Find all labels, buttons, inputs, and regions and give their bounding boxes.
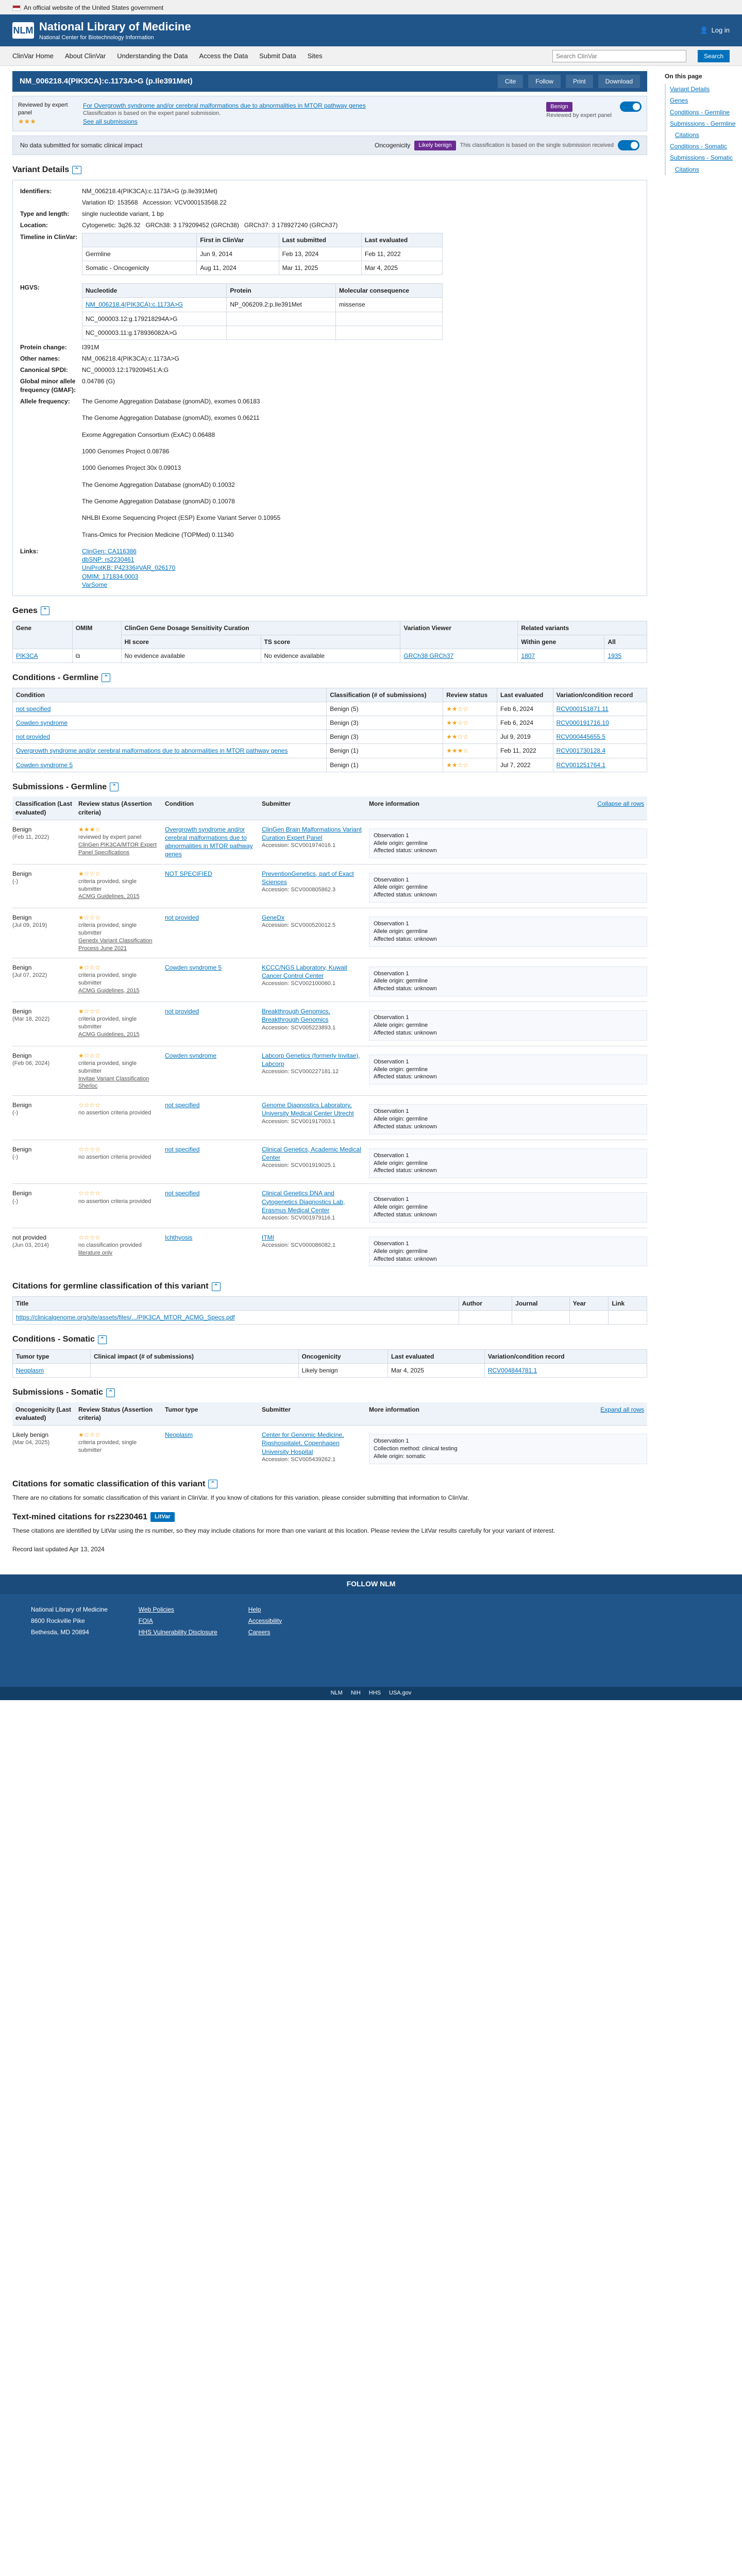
us-flag-icon [12, 5, 21, 11]
nav-access[interactable]: Access the Data [199, 52, 248, 60]
somatic-toggle[interactable] [618, 140, 639, 150]
citations-germline-heading[interactable]: Citations for germline classification of this variant ⌃ [12, 1281, 647, 1292]
nav-understanding[interactable]: Understanding the Data [117, 52, 188, 60]
footer-hhs-link[interactable]: HHS [368, 1690, 381, 1697]
sidebar-item-citations[interactable]: Citations [665, 129, 737, 141]
link-uniprot[interactable]: UniProtKB: P42336#VAR_026170 [82, 564, 176, 572]
follow-nlm[interactable]: FOLLOW NLM [0, 1574, 742, 1594]
nav-sites[interactable]: Sites [307, 52, 323, 60]
variant-details-box: Identifiers: NM_006218.4(PIK3CA):c.1173A>G (p.Ile391Met) Variation ID: 153568 Accession: VCV000153568.22 Type and length: single nucleotide variant, 1 bp Location: Cytogenetic: 3q26.32 GRCh38: 3 179209452 (GRCh38) GRCh37: 3 178927240 (GRCh37) Timeline in ClinVar: First in ClinVar Last submitted Last evaluated Germline Jun 9, 2014 Feb 13, 2024 Feb 11, 2022 Somatic - Oncogenicity Aug 11, 2024 Mar 11, 2025 Mar 4, 2025 HGVS: Nucleotide Protein Molecular consequence NM_006218.4(PIK3CA):c.1173A>G NP_006209.2:p.Ile391Met missense NC_000003.12:g.179218294A>G NC_000003.11:g.178936082A>G Protein change: I391M Other names: NM_006218.4(PIK3CA):c.1173A>G Canonical SPDI: NC_000003.12:179209451:A:G Global minor allele frequency (GMAF): 0.04786 (G) Allele frequency: The Genome Aggregation Database (gnomAD), exomes 0.06183 The Genome Aggregation Database (gnomAD), exomes 0.06211 Exome Aggregation Consortium (ExAC) 0.06488 1000 Genomes Project 0.08786 1000 Genomes Project 30x 0.09013 The Genome Aggregation Database (gnomAD) 0.10032 The Genome Aggregation Database (gnomAD) 0.10078 NHLBI Exome Sequencing Project (ESP) Exome Variant Server 0.10955 Trans-Omics for Precision Medicine (TOPMed) 0.11340 Links: ClinGen: CA116386 dbSNP: rs2230461 UniProtKB: P42336#VAR_026170 OMIM: 171834.0003 VarSome [12, 180, 647, 596]
table-row: Benign (Jul 07, 2022) ★☆☆☆ criteria provided, single submitter ACMG Guidelines, 2015 Cowden syndrome 5 KCCC/NGS Laboratory, Kuwait Cancer Control Center Accession: SCV002100060.1 Observation 1 Allele origin: germline Affected status: unknown [12, 958, 647, 1002]
review-summary: Reviewed by expert panel ★★★ [18, 101, 75, 126]
nav-about[interactable]: About ClinVar [64, 52, 106, 60]
footer-nlm[interactable]: NLM [330, 1690, 343, 1697]
genes-table: Gene OMIM ClinGen Gene Dosage Sensitivity Curation Variation Viewer Related variants HI score TS score Within gene All PIK3CA ⧉ No evidence available No evidence available GRCh38 GRCh37 1807 1935 [12, 621, 647, 664]
somatic-bar: No data submitted for somatic clinical impact Oncogenicity Likely benign This classification is based on the single submission received [12, 135, 647, 155]
search-input[interactable] [552, 50, 686, 62]
sidebar-item-genes[interactable]: Genes [665, 95, 737, 106]
sidebar-item-conditions-somatic[interactable]: Conditions - Somatic [665, 141, 737, 152]
hgvs-table: Nucleotide Protein Molecular consequence NM_006218.4(PIK3CA):c.1173A>G NP_006209.2:p.Ile391Met missense NC_000003.12:g.179218294A>G NC_000003.11:g.178936082A>G [82, 283, 443, 340]
cite-button[interactable]: Cite [498, 75, 523, 88]
chevron-up-icon: ⌃ [41, 606, 49, 615]
conditions-germline-heading[interactable]: Conditions - Germline ⌃ [12, 672, 647, 684]
table-row: Benign (-) ★☆☆☆ criteria provided, single submitter ACMG Guidelines, 2015 NOT SPECIFIED PreventionGenetics, part of Exact Sciences Accession: SCV000805862.3 Observation 1 Allele origin: germline Affected status: unknown [12, 864, 647, 908]
variant-title: NM_006218.4(PIK3CA):c.1173A>G (p.Ile391Met) [20, 76, 193, 86]
citations-somatic-heading[interactable]: Citations for somatic classification of this variant ⌃ [12, 1479, 647, 1490]
sidebar-item-submissions-somatic[interactable]: Submissions - Somatic [665, 152, 737, 163]
chevron-up-icon: ⌃ [110, 783, 119, 791]
conditions-germline-table: Condition Classification (# of submissions) Review status Last evaluated Variation/condition record not specified Benign (5) ★★☆☆ Feb 6, 2024 RCV000151871.11 Cowden syndrome Benign (3) ★★☆☆ Feb 6, 2024 RCV000191716.10 not provided Benign (3) ★★☆☆ Jul 9, 2019 RCV000445655.5 Overgrowth syndrome and/or cerebral malformations due to abnormalities in MTOR pathway genes Benign (1) ★★★☆ Feb 11, 2022 RCV001730128.4 Cowden syndrome 5 Benign (1) ★★☆☆ Jul 7, 2022 RCV001251764.1 [12, 688, 647, 772]
germline-submissions [12, 820, 647, 1272]
table-row: Benign (Feb 11, 2022) ★★★☆ reviewed by expert panel ClinGen PIK3CA/MTOR Expert Panel Specifications Overgrowth syndrome and/or cerebral malformations due to abnormalities in MTOR pathway genes ClinGen Brain Malformations Variant Curation Expert Panel Accession: SCV001974016.1 Observation 1 Allele origin: germline Affected status: unknown [12, 820, 647, 864]
link-clingen[interactable]: ClinGen: CA116386 [82, 548, 137, 555]
expand-all-rows[interactable]: Expand all rows [600, 1405, 644, 1413]
table-row: Benign (-) ☆☆☆☆ no assertion criteria provided not specified Genome Diagnostics Laboratory, University Medical Center Utrecht Accession: SCV001917003.1 Observation 1 Allele origin: germline Affected status: unknown [12, 1095, 647, 1140]
nlm-header [0, 14, 742, 46]
footer-help[interactable]: Help [248, 1605, 261, 1613]
footer-accessibility[interactable]: Accessibility [248, 1617, 282, 1624]
germline-toggle[interactable] [620, 101, 642, 112]
table-row: Benign (Jul 09, 2019) ★☆☆☆ criteria provided, single submitter Genedx Variant Classification Process June 2021 not provided GeneDx Accession: SCV000520012.5 Observation 1 Allele origin: germline Affected status: unknown [12, 908, 647, 958]
footer-foia[interactable]: FOIA [138, 1617, 153, 1624]
litvar-badge[interactable]: LitVar [150, 1512, 175, 1522]
nlm-subtitle: National Center for Biotechnology Information [39, 35, 154, 41]
chevron-up-icon: ⌃ [98, 1335, 107, 1344]
login-button[interactable]: 👤 Log in [700, 26, 730, 35]
sidebar-item-variant-details[interactable]: Variant Details [665, 83, 737, 95]
footer-web-policies[interactable]: Web Policies [138, 1605, 174, 1613]
genes-heading[interactable]: Genes ⌃ [12, 605, 647, 617]
footer-nih[interactable]: NIH [350, 1690, 361, 1697]
footer: National Library of Medicine 8600 Rockville Pike Bethesda, MD 20894 Web Policies FOIA HHS Vulnerability Disclosure Help Accessibility Careers [0, 1594, 742, 1687]
print-button[interactable]: Print [566, 75, 593, 88]
clinvar-nav [0, 46, 742, 66]
footer-hhs[interactable]: HHS Vulnerability Disclosure [138, 1628, 217, 1636]
chevron-up-icon: ⌃ [208, 1480, 217, 1488]
review-stars: ★★★ [18, 117, 36, 125]
summary-condition: For Overgrowth syndrome and/or cerebral malformations due to abnormalities in MTOR pathway genes Classification is based on the expert panel submission. See all submissions [83, 101, 538, 126]
footer-careers[interactable]: Careers [248, 1628, 271, 1636]
nlm-logo[interactable] [12, 19, 191, 42]
sidebar-item-citations-somatic[interactable]: Citations [665, 164, 737, 175]
chevron-up-icon: ⌃ [106, 1388, 115, 1397]
user-icon: 👤 [700, 26, 709, 35]
nav-submit[interactable]: Submit Data [259, 52, 296, 60]
sidebar-item-submissions-germline[interactable]: Submissions - Germline [665, 118, 737, 129]
variant-details-heading[interactable]: Variant Details ⌃ [12, 164, 647, 176]
germline-summary: Reviewed by expert panel ★★★ For Overgrowth syndrome and/or cerebral malformations due to abnormalities in MTOR pathway genes Classification is based on the expert panel submission. See all submissions Benign Reviewed by expert panel [12, 96, 647, 131]
link-omim[interactable]: OMIM: 171834.0003 [82, 572, 139, 580]
chevron-up-icon: ⌃ [72, 166, 81, 175]
submissions-header: Classification (Last evaluated) Review status (Assertion criteria) Condition Submitter More information Collapse all rows [12, 796, 647, 819]
download-button[interactable]: Download [598, 75, 640, 88]
table-row: Benign (Mar 18, 2022) ★☆☆☆ criteria provided, single submitter ACMG Guidelines, 2015 not provided Breakthrough Genomics, Breakthrough Genomics Accession: SCV005223893.1 Observation 1 Allele origin: germline Affected status: unknown [12, 1002, 647, 1046]
see-all-submissions-link[interactable]: See all submissions [83, 118, 138, 126]
nav-clinvar-home[interactable]: ClinVar Home [12, 52, 54, 60]
chevron-up-icon: ⌃ [102, 673, 110, 682]
table-row: Benign (-) ☆☆☆☆ no assertion criteria provided not specified Clinical Genetics DNA and Cytogenetics Diagnostics Lab, Erasmus Medical Center Accession: SCV001979116.1 Observation 1 Allele origin: germline Affected status: unknown [12, 1183, 647, 1228]
sidebar-item-conditions-germline[interactable]: Conditions - Germline [665, 107, 737, 118]
table-row: not provided (Jun 03, 2014) ☆☆☆☆ no classification provided literature only Ichthyosis ITMI Accession: SCV000086082.1 Observation 1 Allele origin: germline Affected status: unknown [12, 1228, 647, 1272]
link-dbsnp[interactable]: dbSNP: rs2230461 [82, 556, 134, 564]
on-this-page-sidebar: On this page Variant Details Genes Conditions - Germline Submissions - Germline Citations Conditions - Somatic Submissions - Somatic Citations [660, 66, 742, 1574]
follow-button[interactable]: Follow [528, 75, 561, 88]
footer-bottom [0, 1687, 742, 1700]
table-row: Benign (-) ☆☆☆☆ no assertion criteria provided not specified Clinical Genetics, Academic Medical Center Accession: SCV001919025.1 Observation 1 Allele origin: germline Affected status: unknown [12, 1140, 647, 1184]
footer-usagov[interactable]: USA.gov [389, 1690, 412, 1697]
oncogenicity-badge: Likely benign [414, 141, 456, 150]
collapse-all-rows[interactable]: Collapse all rows [597, 800, 644, 808]
gov-banner: An official website of the United States government [0, 0, 742, 14]
external-link-icon[interactable]: ⧉ [75, 652, 80, 659]
timeline-table: First in ClinVar Last submitted Last evaluated Germline Jun 9, 2014 Feb 13, 2024 Feb 11, 2022 Somatic - Oncogenicity Aug 11, 2024 Mar 11, 2025 Mar 4, 2025 [82, 233, 443, 276]
chevron-up-icon: ⌃ [212, 1282, 221, 1291]
somatic-submission-row: Likely benign (Mar 04, 2025) ★☆☆☆ criteria provided, single submitter Neoplasm Center for Genomic Medicine, Rigshospitalet, Copenhagen University Hospital Accession: SCV005439262.1 Observation 1 Collection method: clinical testing Allele origin: somatic [12, 1425, 647, 1469]
conditions-somatic-heading[interactable]: Conditions - Somatic ⌃ [12, 1334, 647, 1345]
classification-badge: Benign [546, 102, 572, 112]
link-varsome[interactable]: VarSome [82, 581, 108, 588]
citations-germline-table: Title Author Journal Year Link https://clinicalgenome.org/site/assets/files/.../PIK3CA_MTOR_ACMG_Specs.pdf [12, 1296, 647, 1325]
textmined-heading[interactable]: Text-mined citations for rs2230461 LitVar [12, 1512, 647, 1523]
submissions-germline-heading[interactable]: Submissions - Germline ⌃ [12, 782, 647, 793]
somatic-submissions-header: Oncogenicity (Last evaluated) Review Status (Assertion criteria) Tumor type Submitter More information Expand all rows [12, 1402, 647, 1425]
nlm-title: National Library of Medicine [39, 20, 191, 33]
table-row: Benign (Feb 06, 2024) ★☆☆☆ criteria provided, single submitter Invitae Variant Classification Sherloc Cowden syndrome Labcorp Genetics (formerly Invitae), Labcorp Accession: SCV000227181.12 Observation 1 Allele origin: germline Affected status: unknown [12, 1046, 647, 1096]
nlm-logo-mark: NLM [12, 22, 34, 39]
conditions-somatic-table: Tumor type Clinical impact (# of submissions) Oncogenicity Last evaluated Variation/condition record Neoplasm Likely benign Mar 4, 2025 RCV004844781.1 [12, 1349, 647, 1378]
variant-title-bar [12, 71, 647, 92]
search-button[interactable]: Search [698, 50, 730, 62]
submissions-somatic-heading[interactable]: Submissions - Somatic ⌃ [12, 1387, 647, 1398]
